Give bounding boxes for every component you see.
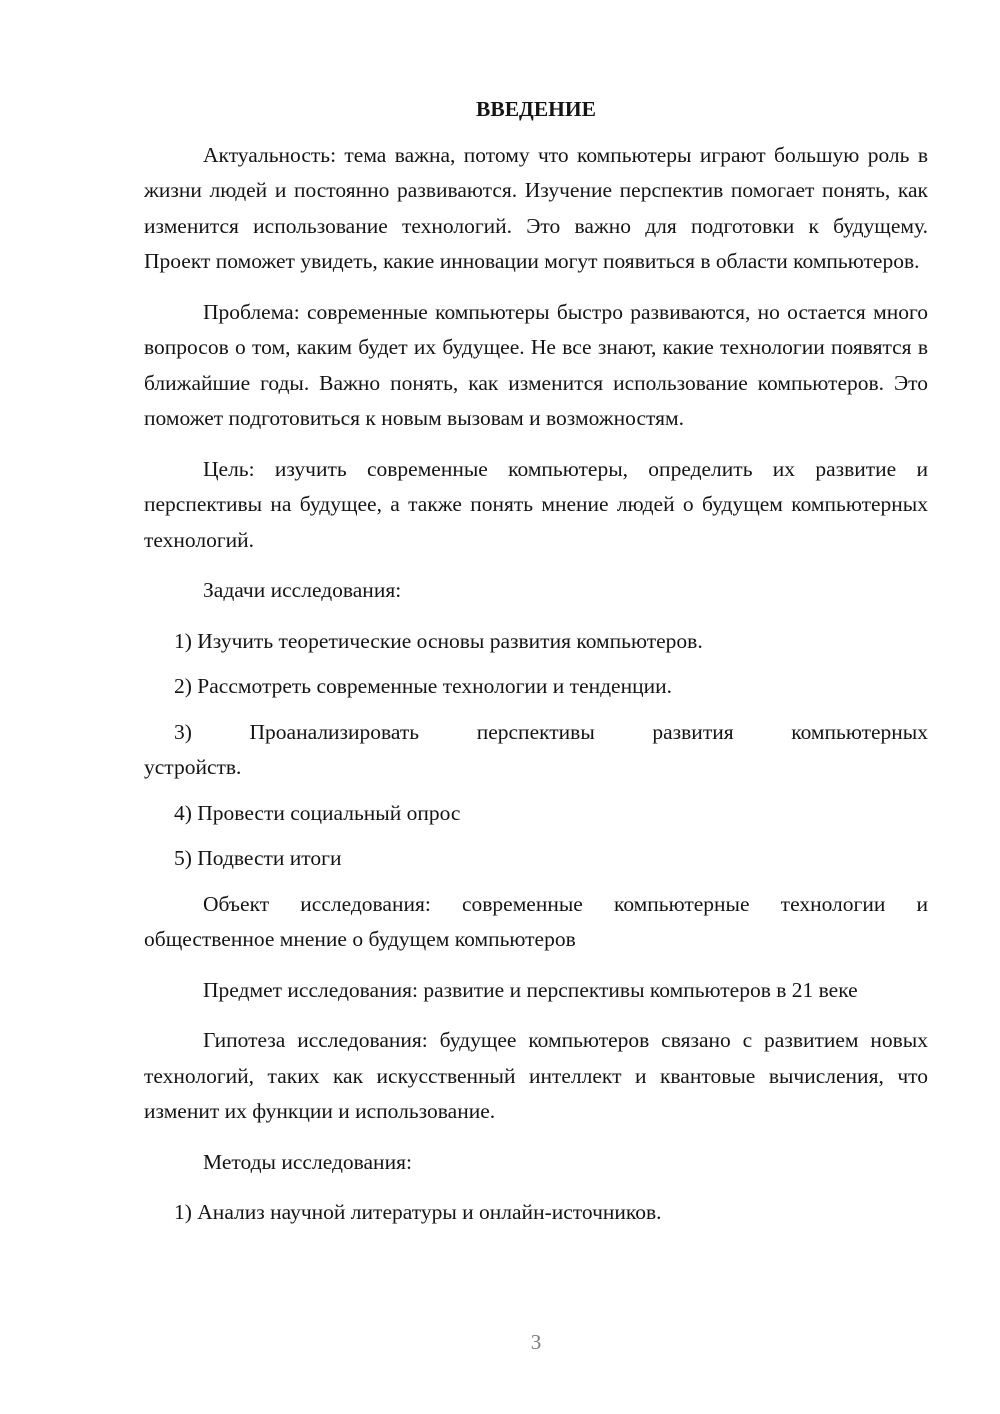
task-item-5: 5) Подвести итоги xyxy=(174,846,342,870)
tasks-heading: Задачи исследования: xyxy=(203,578,402,602)
task-item-4: 4) Провести социальный опрос xyxy=(174,800,461,825)
problem-paragraph: Проблема: современные компьютеры быстро развиваются, но остается много вопросов о том, каким будет их будущее. Не все знают, какие технологии появятся в ближайшие годы. Важно понять, как изменится использование компьютеров. Это поможет подготовиться к новым вызовам и возможностям. xyxy=(144,299,928,430)
page-number: 3 xyxy=(530,1330,542,1354)
task-item-3-line-2: устройств. xyxy=(144,755,242,779)
page-title: ВВЕДЕНИЕ xyxy=(476,97,596,121)
method-item-1: 1) Анализ научной литературы и онлайн-источников. xyxy=(174,1200,662,1224)
document-page xyxy=(144,92,928,1241)
task-item-3-line-1: 3) Проанализировать перспективы развития компьютерных xyxy=(174,719,928,744)
task-item-3 xyxy=(144,715,928,786)
goal-paragraph: Цель: изучить современные компьютеры, определить их развитие и перспективы на будущее, а также понять мнение людей о будущем компьютерных технологий. xyxy=(144,456,928,552)
object-paragraph: Объект исследования: современные компьютерные технологии и общественное мнение о будущем компьютеров xyxy=(144,891,928,951)
hypothesis-paragraph: Гипотеза исследования: будущее компьютеров связано с развитием новых технологий, таких как искусственный интеллект и квантовые вычисления, что изменит их функции и использование. xyxy=(144,1028,928,1123)
methods-heading: Методы исследования: xyxy=(203,1149,412,1174)
task-item-1: 1) Изучить теоретические основы развития компьютеров. xyxy=(174,628,703,653)
subject-paragraph: Предмет исследования: развитие и перспективы компьютеров в 21 веке xyxy=(203,977,858,1002)
task-item-2: 2) Рассмотреть современные технологии и тенденции. xyxy=(174,674,672,698)
relevance-paragraph: Актуальность: тема важна, потому что компьютеры играют большую роль в жизни людей и постоянно развиваются. Изучение перспектив помогает понять, как изменится использование технологий. Это важно для подготовки к будущему. Проект поможет увидеть, какие инновации могут появиться в области компьютеров. xyxy=(144,142,928,273)
